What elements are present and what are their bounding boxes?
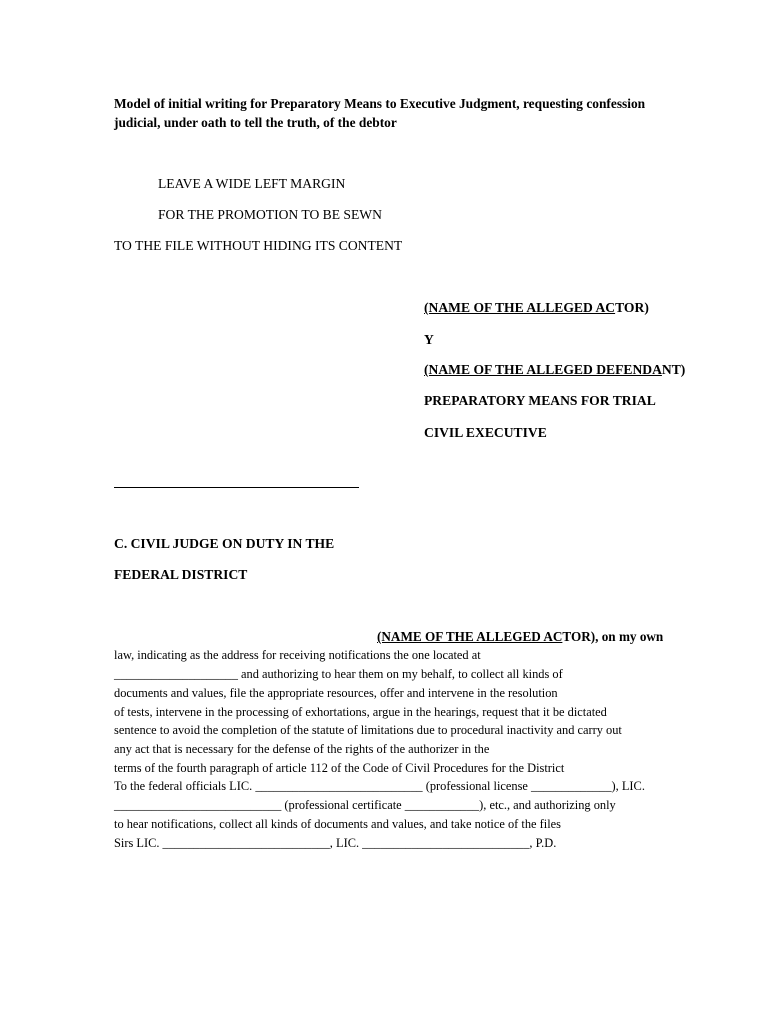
body-line: law, indicating as the address for receiving notifications the one located at bbox=[114, 648, 481, 662]
body-line: of tests, intervene in the processing of exhortations, argue in the hearings, request that it be dictated bbox=[114, 705, 607, 719]
signature-rule bbox=[114, 487, 359, 488]
body-opening-underlined: (NAME OF THE ALLEGED AC bbox=[377, 629, 563, 644]
body-line: any act that is necessary for the defense of the rights of the authorizer in the bbox=[114, 742, 490, 756]
addressee-line-1: C. CIVIL JUDGE ON DUTY IN THE bbox=[114, 536, 335, 551]
caption-defendant-underlined: (NAME OF THE ALLEGED DEFENDA bbox=[424, 362, 662, 377]
caption-means-line-1: PREPARATORY MEANS FOR TRIAL bbox=[424, 393, 656, 408]
body-line: To the federal officials LIC. ___________________________ (professional license _____________), LIC. bbox=[114, 779, 645, 793]
margin-note-line-2: FOR THE PROMOTION TO BE SEWN bbox=[158, 207, 382, 222]
body-line: documents and values, file the appropriate resources, offer and intervene in the resolution bbox=[114, 686, 558, 700]
caption-actor-underlined: (NAME OF THE ALLEGED AC bbox=[424, 300, 616, 315]
caption-actor-rest: TOR) bbox=[615, 300, 649, 315]
body-opening-rest: TOR), on my own bbox=[562, 629, 664, 644]
body-line: to hear notifications, collect all kinds of documents and values, and take notice of the files bbox=[114, 817, 561, 831]
caption-actor bbox=[424, 301, 649, 315]
body-line: ____________________ and authorizing to hear them on my behalf, to collect all kinds of bbox=[114, 667, 563, 681]
body-line: Sirs LIC. ___________________________, LIC. ___________________________, P.D. bbox=[114, 836, 557, 850]
caption-defendant-rest: NT) bbox=[661, 362, 686, 377]
body-line: sentence to avoid the completion of the statute of limitations due to procedural inactivity and carry out bbox=[114, 723, 622, 737]
body-opening bbox=[377, 630, 663, 643]
document-title-line-2: judicial, under oath to tell the truth, of the debtor bbox=[114, 115, 397, 130]
document-title-line-1: Model of initial writing for Preparatory Means to Executive Judgment, requesting confession bbox=[114, 96, 646, 111]
body-line: terms of the fourth paragraph of article 112 of the Code of Civil Procedures for the District bbox=[114, 761, 565, 775]
caption-defendant bbox=[424, 363, 685, 377]
body-line: ___________________________ (professional certificate ____________), etc., and authorizing only bbox=[114, 798, 616, 812]
margin-note-line-3: TO THE FILE WITHOUT HIDING ITS CONTENT bbox=[114, 238, 403, 253]
caption-conjunction: Y bbox=[424, 332, 434, 347]
addressee-line-2: FEDERAL DISTRICT bbox=[114, 567, 248, 582]
caption-means-line-2: CIVIL EXECUTIVE bbox=[424, 425, 547, 440]
margin-note-line-1: LEAVE A WIDE LEFT MARGIN bbox=[158, 176, 346, 191]
